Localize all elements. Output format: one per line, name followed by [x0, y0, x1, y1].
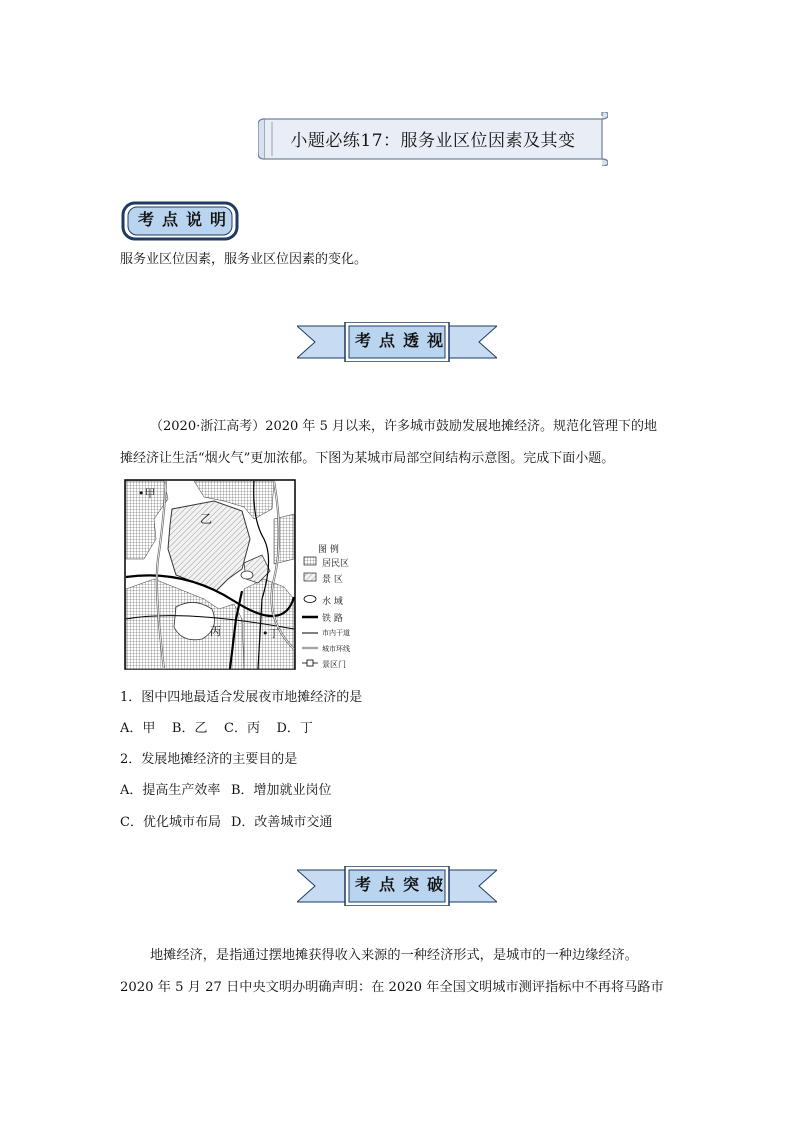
question-2-option-b: B．增加就业岗位 [231, 783, 332, 798]
question-1-options: A．甲 B．乙 C．丙 D．丁 [120, 721, 313, 736]
page-title: 小题必练17：服务业区位因素及其变 [290, 131, 576, 151]
legend-water: 水 域 [322, 597, 343, 607]
section-explanation-text: 服务业区位因素，服务业区位因素的变化。 [120, 252, 368, 267]
place-label-jia: •甲 [138, 487, 156, 500]
question-intro-line1: （2020·浙江高考）2020 年 5 月以来，许多城市鼓励发展地摊经济。规范化管理下的地 [150, 419, 657, 434]
question-2-option-d: D．改善城市交通 [231, 815, 333, 830]
section-badge-explanation [120, 200, 240, 244]
legend-title: 图 例 [318, 545, 339, 555]
legend-scenic-gate: 景区门 [322, 660, 346, 669]
question-2-option-c: C．优化城市布局 [120, 815, 221, 830]
legend-main-road: 市内干道 [322, 629, 350, 637]
legend-residential: 居民区 [322, 559, 350, 569]
legend-scenic: 景 区 [322, 575, 343, 585]
place-label-ding: •丁 [262, 627, 280, 640]
section-badge-label: 考点说明 [137, 210, 234, 229]
title-scroll [258, 112, 608, 166]
breakthrough-line1: 地摊经济，是指通过摆地摊获得收入来源的一种经济形式，是城市的一种边缘经济。 [150, 948, 638, 963]
section-banner-label: 考点突破 [354, 875, 451, 894]
legend-railway: 铁 路 [322, 614, 343, 624]
question-2-option-a: A．提高生产效率 [120, 783, 221, 798]
city-structure-map [124, 479, 369, 671]
section-banner-breakthrough [297, 866, 497, 906]
question-1-stem: 1．图中四地最适合发展夜市地摊经济的是 [120, 690, 363, 705]
question-intro-line2: 摊经济让生活“烟火气”更加浓郁。下图为某城市局部空间结构示意图。完成下面小题。 [120, 451, 615, 466]
section-banner-perspective [297, 322, 497, 362]
breakthrough-line2: 2020 年 5 月 27 日中央文明办明确声明：在 2020 年全国文明城市测评指标中不再将马路市 [120, 980, 664, 995]
section-banner-label: 考点透视 [354, 331, 451, 350]
legend-ring-road: 城市环线 [322, 645, 350, 653]
place-label-yi: 乙 [200, 512, 213, 526]
place-label-bing: 丙 [210, 625, 221, 638]
question-2-stem: 2．发展地摊经济的主要目的是 [120, 752, 298, 767]
